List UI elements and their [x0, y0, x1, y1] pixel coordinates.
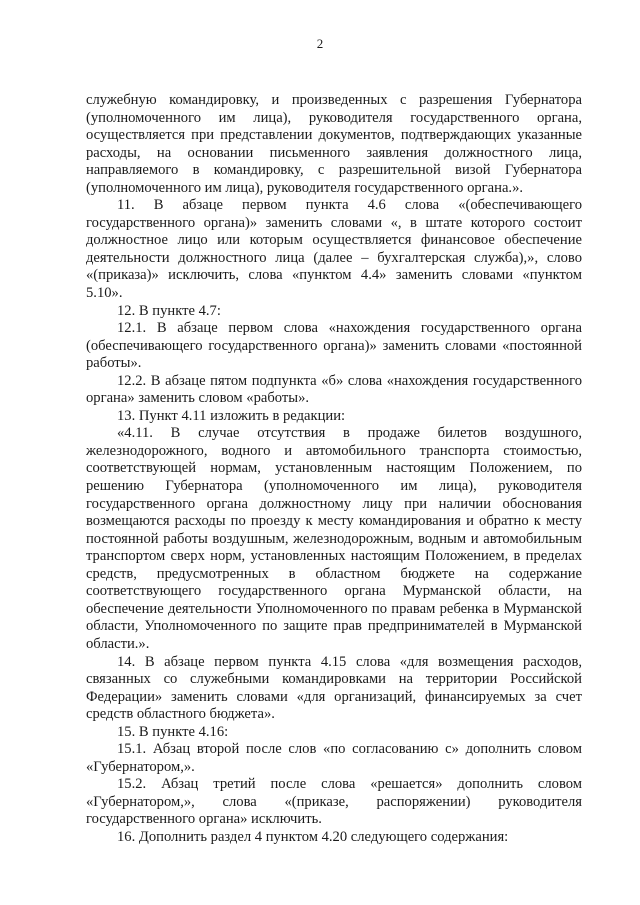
paragraph-item-11: 11. В абзаце первом пункта 4.6 слова «(обеспечивающего государственного органа)» заменить словами «, в штате которого состоит должностное лицо или которым осуществляется финансовое обеспечение деятельности должностного лица (далее – бухгалтерская служба),», слово «(приказа)» исключить, слова «пунктом 4.4» заменить словами «пунктом 5.10».: [86, 197, 582, 302]
paragraph-item-12: 12. В пункте 4.7:: [117, 302, 221, 319]
paragraph-item-15-2: 15.2. Абзац третий после слова «решается» дополнить словом «Губернатором,», слова «(приказе, распоряжении) руководителя государственного органа» исключить.: [86, 776, 582, 828]
paragraph-item-15-1: 15.1. Абзац второй после слов «по согласованию с» дополнить словом «Губернатором,».: [86, 741, 582, 775]
paragraph-item-15: 15. В пункте 4.16:: [117, 723, 229, 740]
paragraph-item-14: 14. В абзаце первом пункта 4.15 слова «для возмещения расходов, связанных со служебными командировками на территории Российской Федерации» заменить словами «для организаций, финансируемых за счет средств областного бюджета».: [86, 653, 582, 723]
paragraph-continuation: служебную командировку, и произведенных с разрешения Губернатора (уполномоченного им лица), руководителя государственного органа, осуществляется при представлении документов, подтверждающих указанные расходы, на основании письменного заявления должностного лица, направляемого в командировку, с разрешительной визой Губернатора (уполномоченного им лица), руководителя государственного органа.».: [86, 92, 582, 196]
paragraph-item-12-1: 12.1. В абзаце первом слова «нахождения государственного органа (обеспечивающего государственного органа)» заменить словами «постоянной работы».: [86, 320, 582, 372]
document-body: [86, 92, 582, 847]
paragraph-item-16: 16. Дополнить раздел 4 пунктом 4.20 следующего содержания:: [117, 828, 509, 845]
paragraph-clause-4-11: «4.11. В случае отсутствия в продаже билетов воздушного, железнодорожного, водного и автомобильного транспорта стоимостью, соответствующей нормам, установленным настоящим Положением, по решению Губернатора (уполномоченного им лица), руководителя государственного органа должностному лицу при наличии обоснования возмещаются расходы по проезду к месту командирования и обратно к месту постоянной работы воздушным, железнодорожным, водным и автомобильным транспортом сверх норм, установленных настоящим Положением, в пределах средств, предусмотренных в областном бюджете на содержание соответствующего государственного органа Мурманской области, на обеспечение деятельности Уполномоченного по правам ребенка в Мурманской области, Уполномоченного по защите прав предпринимателей в Мурманской области.».: [86, 425, 582, 652]
paragraph-item-13: 13. Пункт 4.11 изложить в редакции:: [117, 407, 346, 424]
page-number: 2: [316, 36, 324, 51]
paragraph-item-12-2: 12.2. В абзаце пятом подпункта «б» слова «нахождения государственного органа» заменить словом «работы».: [86, 372, 582, 407]
